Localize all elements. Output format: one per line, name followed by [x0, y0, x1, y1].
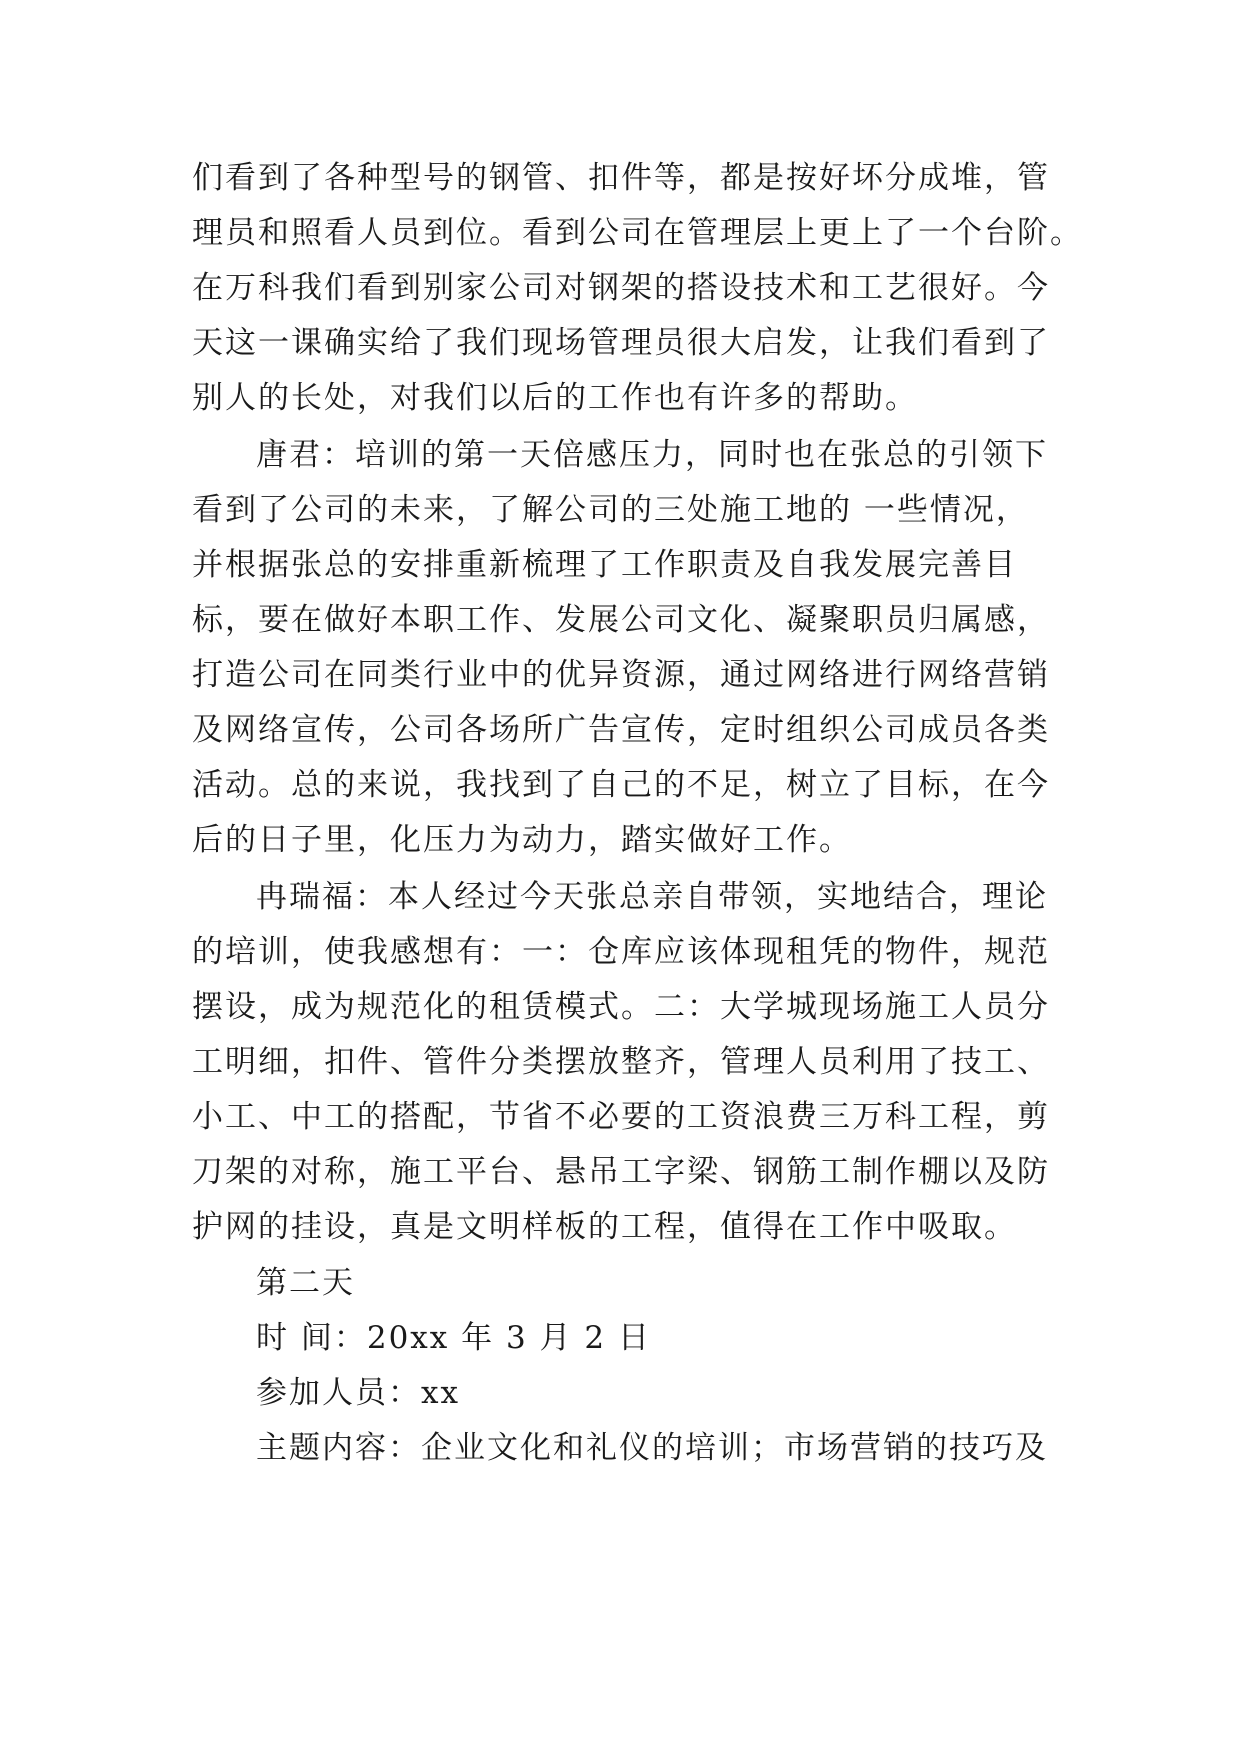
paragraph-line: 唐君：培训的第一天倍感压力，同时也在张总的引领下 [256, 437, 1048, 473]
paragraph-line: 及网络宣传，公司各场所广告宣传，定时组织公司成员各类 [192, 712, 1050, 748]
paragraph-line: 看到了公司的未来，了解公司的三处施工地的 一些情况， [192, 492, 1029, 528]
paragraph-line: 的培训，使我感想有：一：仓库应该体现租凭的物件，规范 [192, 934, 1050, 970]
participants-line: 参加人员：xx [256, 1375, 460, 1411]
paragraph-line: 小工、中工的搭配，节省不必要的工资浪费三万科工程，剪 [192, 1099, 1050, 1135]
topic-line: 主题内容：企业文化和礼仪的培训；市场营销的技巧及 [256, 1430, 1048, 1466]
paragraph-line: 理员和照看人员到位。看到公司在管理层上更上了一个台阶。 [192, 215, 1083, 251]
paragraph-line: 刀架的对称，施工平台、悬吊工字梁、钢筋工制作棚以及防 [192, 1154, 1050, 1190]
paragraph-line: 并根据张总的安排重新梳理了工作职责及自我发展完善目 [192, 547, 1017, 583]
paragraph-line: 后的日子里，化压力为动力，踏实做好工作。 [192, 822, 852, 858]
paragraph-line: 工明细，扣件、管件分类摆放整齐，管理人员利用了技工、 [192, 1044, 1050, 1080]
section-heading: 第二天 [256, 1265, 355, 1301]
paragraph-line: 打造公司在同类行业中的优异资源，通过网络进行网络营销 [192, 657, 1050, 693]
paragraph-line: 冉瑞福：本人经过今天张总亲自带领，实地结合，理论 [256, 879, 1048, 915]
paragraph-line: 活动。总的来说，我找到了自己的不足，树立了目标，在今 [192, 767, 1050, 803]
paragraph-line: 护网的挂设，真是文明样板的工程，值得在工作中吸取。 [192, 1209, 1017, 1245]
paragraph-line: 在万科我们看到别家公司对钢架的搭设技术和工艺很好。今 [192, 270, 1050, 306]
paragraph-line: 别人的长处，对我们以后的工作也有许多的帮助。 [192, 380, 918, 416]
paragraph-line: 天这一课确实给了我们现场管理员很大启发，让我们看到了 [192, 325, 1050, 361]
paragraph-line: 摆设，成为规范化的租赁模式。二：大学城现场施工人员分 [192, 989, 1050, 1025]
date-line: 时 间：20xx 年 3 月 2 日 [256, 1320, 651, 1356]
paragraph-line: 们看到了各种型号的钢管、扣件等，都是按好坏分成堆，管 [192, 160, 1050, 196]
paragraph-line: 标，要在做好本职工作、发展公司文化、凝聚职员归属感， [192, 602, 1050, 638]
